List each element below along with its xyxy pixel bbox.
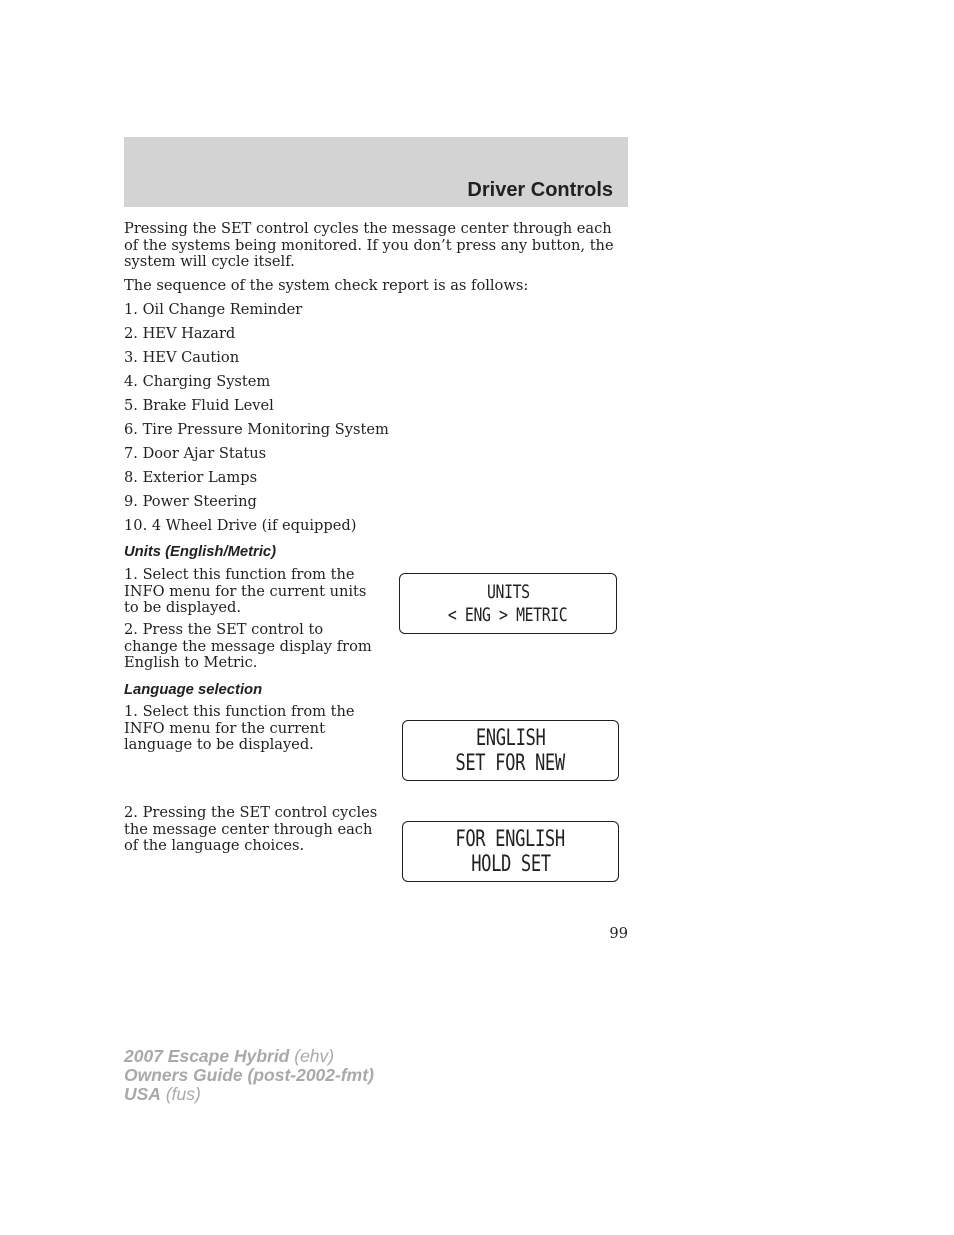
list-item: 4. Charging System xyxy=(124,373,271,390)
footer-model-code: (ehv) xyxy=(289,1046,335,1066)
display-line: ENGLISH xyxy=(475,725,546,751)
system-check-list xyxy=(124,302,389,542)
display-line: FOR ENGLISH xyxy=(455,826,566,852)
list-item: 3. HEV Caution xyxy=(124,349,240,366)
language-heading: Language selection xyxy=(124,682,263,698)
list-item: 8. Exterior Lamps xyxy=(124,469,258,486)
units-step-1: 1. Select this function from the INFO menu for the current units to be displayed. xyxy=(124,566,367,616)
document-footer xyxy=(124,1047,374,1104)
footer-market-code: (fus) xyxy=(160,1084,201,1104)
display-line: SET FOR NEW xyxy=(455,750,566,776)
list-item: 6. Tire Pressure Monitoring System xyxy=(124,421,389,438)
list-item: 10. 4 Wheel Drive (if equipped) xyxy=(124,517,357,534)
display-line: HOLD SET xyxy=(470,851,551,877)
units-heading: Units (English/Metric) xyxy=(124,544,277,560)
units-step-2: 2. Press the SET control to change the message display from English to Metric. xyxy=(124,621,372,671)
units-display xyxy=(399,573,617,634)
section-title: Driver Controls xyxy=(467,179,613,201)
sequence-intro: The sequence of the system check report is as follows: xyxy=(124,277,529,294)
language-display-current xyxy=(402,720,619,781)
language-display-choice xyxy=(402,821,619,882)
language-step-1: 1. Select this function from the INFO menu for the current language to be displayed. xyxy=(124,703,355,753)
page-number: 99 xyxy=(609,925,628,942)
footer-guide: Owners Guide (post-2002-fmt) xyxy=(124,1065,374,1085)
list-item: 7. Door Ajar Status xyxy=(124,445,267,462)
language-step-2: 2. Pressing the SET control cycles the message center through each of the language choices. xyxy=(124,804,378,854)
footer-model: 2007 Escape Hybrid xyxy=(124,1046,290,1066)
list-item: 5. Brake Fluid Level xyxy=(124,397,274,414)
list-item: 1. Oil Change Reminder xyxy=(124,301,303,318)
display-line: UNITS xyxy=(486,580,530,603)
footer-market: USA xyxy=(124,1084,161,1104)
section-header-band xyxy=(124,137,628,207)
list-item: 2. HEV Hazard xyxy=(124,325,236,342)
intro-paragraph: Pressing the SET control cycles the message center through each of the systems being monitored. If you don’t press any button, the system will cycle itself. xyxy=(124,220,614,270)
list-item: 9. Power Steering xyxy=(124,493,257,510)
display-line: < ENG > METRIC xyxy=(448,603,568,626)
